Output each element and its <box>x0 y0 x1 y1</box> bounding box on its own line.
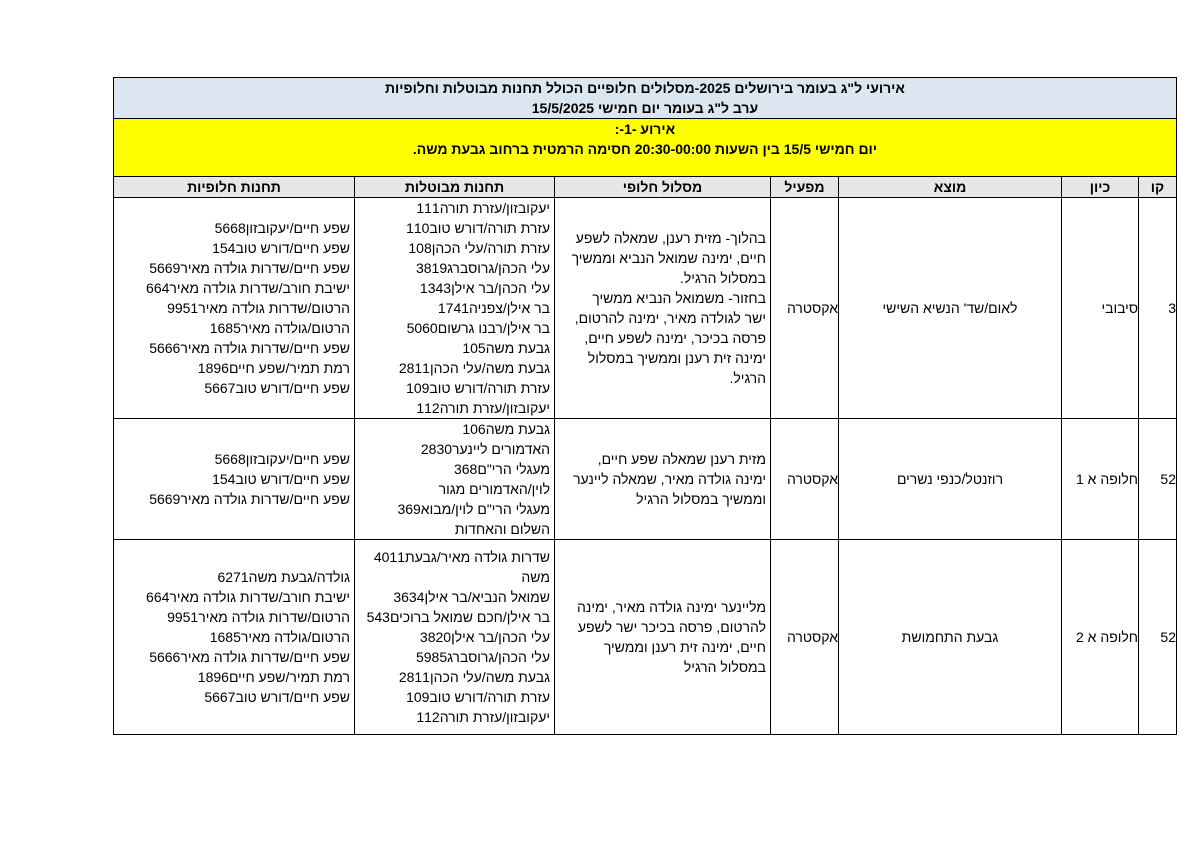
cancelled-stop: השלום והאחדות <box>454 521 550 537</box>
cancelled-stop: גבעת משה/עלי הכהן2811 <box>398 669 550 685</box>
cancelled-stop: בר אילן/חכם שמואל ברוכים543 <box>366 609 550 625</box>
cancelled-stop: עזרת תורה/דורש טוב110 <box>406 220 550 236</box>
event-label: אירוע -1-: <box>614 121 676 137</box>
cancelled-stop: שמואל הנביא/בר אילן3634 <box>393 589 550 605</box>
title-row <box>113 78 1176 119</box>
cancelled-stations <box>355 419 555 540</box>
cancelled-stop: גבעת משה106 <box>462 421 550 437</box>
alternative-stop: שפע חיים/שדרות גולדה מאיר5669 <box>149 260 350 276</box>
alternative-stop: שפע חיים/דורש טוב5667 <box>204 689 350 705</box>
cancelled-stop: גבעת משה105 <box>462 340 550 356</box>
closures-table <box>113 77 1177 735</box>
alternative-stop: שפע חיים/דורש טוב5667 <box>204 380 350 396</box>
cancelled-stop: מעגלי הרי"ם לוין/מבוא369 <box>397 501 550 517</box>
route-line: במסלול הרגיל <box>683 659 766 675</box>
operator: אקסטרה <box>771 540 839 735</box>
alternative-stop: שפע חיים/יעקובזון5668 <box>214 220 350 236</box>
route-line: במסלול הרגיל. <box>679 270 766 286</box>
alternative-stop: הרטום/גולדה מאיר1685 <box>209 320 350 336</box>
cancelled-stop: יעקובזון/עזרת תורה111 <box>416 200 550 216</box>
cancelled-stop: משה <box>521 569 550 585</box>
cancelled-stations <box>355 198 555 419</box>
cancelled-stop: עזרת תורה/דורש טוב109 <box>406 689 550 705</box>
table-row <box>113 198 1176 419</box>
table-row <box>113 419 1176 540</box>
title-cell <box>113 78 1176 119</box>
event-row <box>113 119 1176 177</box>
col-header-direction: כיון <box>1062 177 1139 198</box>
alternative-stop: שפע חיים/דורש טוב154 <box>212 471 350 487</box>
route-line: פרסה בכיכר, ימינה לשפע חיים, <box>584 330 766 346</box>
cancelled-stop: יעקובזון/עזרת תורה112 <box>416 400 550 416</box>
cancelled-stop: עזרת תורה/עלי הכהן108 <box>408 240 550 256</box>
alternative-stations <box>113 540 354 735</box>
alternative-stop: שפע חיים/שדרות גולדה מאיר5666 <box>149 649 350 665</box>
event-description: יום חמישי 15/5 בין השעות 20:30-00:00 חסימה הרמטית ברחוב גבעת משה. <box>412 141 878 157</box>
alternative-stations <box>113 419 354 540</box>
cancelled-stop: שדרות גולדה מאיר/גבעת4011 <box>373 549 550 565</box>
cancelled-stations <box>355 540 555 735</box>
route-line: הרגיל. <box>729 370 766 386</box>
direction: חלופה א 1 <box>1062 419 1139 540</box>
cancelled-stop: עלי הכהן/בר אילן1343 <box>419 280 550 296</box>
route-line: בחזור- משמואל הנביא ממשיך <box>592 290 766 306</box>
cancelled-stop: עלי הכהן/בר אילן3820 <box>419 629 550 645</box>
cancelled-stop: לוין/האדמורים מגור <box>438 481 550 497</box>
cancelled-stop: מעגלי הרי"ם368 <box>453 461 550 477</box>
origin: לאום/שד' הנשיא השישי <box>839 198 1062 419</box>
alternative-stop: הרטום/שדרות גולדה מאיר9951 <box>167 300 350 316</box>
cancelled-stop: בר אילן/צפניה1741 <box>437 300 550 316</box>
route-line: ימינה זית רענן וממשיך במסלול <box>587 350 766 366</box>
alternative-route <box>555 419 771 540</box>
route-line: חיים, ימינה זית רענן וממשיך <box>603 639 766 655</box>
cancelled-stop: האדמורים ליינער2830 <box>420 441 550 457</box>
origin: גבעת התחמושת <box>839 540 1062 735</box>
alternative-stop: שפע חיים/יעקובזון5668 <box>214 451 350 467</box>
cancelled-stop: עלי הכהן/גרוסברג3819 <box>415 260 550 276</box>
alternative-stop: שפע חיים/שדרות גולדה מאיר5666 <box>149 340 350 356</box>
line-number: 3 <box>1139 198 1177 419</box>
direction: סיבובי <box>1062 198 1139 419</box>
cancelled-stop: עזרת תורה/דורש טוב109 <box>406 380 550 396</box>
route-line: מליינער ימינה גולדה מאיר, ימינה <box>577 599 766 615</box>
direction: חלופה א 2 <box>1062 540 1139 735</box>
alternative-stations <box>113 198 354 419</box>
alternative-stop: גולדה/גבעת משה6271 <box>217 569 350 585</box>
col-header-line: קו <box>1139 177 1177 198</box>
col-header-cancelled: תחנות מבוטלות <box>355 177 555 198</box>
line-number: 52 <box>1139 540 1177 735</box>
alternative-stop: הרטום/שדרות גולדה מאיר9951 <box>167 609 350 625</box>
alternative-stop: שפע חיים/דורש טוב154 <box>212 240 350 256</box>
col-header-operator: מפעיל <box>771 177 839 198</box>
cancelled-stop: יעקובזון/עזרת תורה112 <box>416 709 550 725</box>
event-cell <box>113 119 1176 177</box>
route-line: להרטום, פרסה בכיכר ישר לשפע <box>577 619 766 635</box>
column-header-row <box>113 177 1176 198</box>
alternative-route <box>555 198 771 419</box>
alternative-stop: רמת תמיר/שפע חיים1896 <box>197 360 350 376</box>
operator: אקסטרה <box>771 419 839 540</box>
col-header-origin: מוצא <box>839 177 1062 198</box>
table-row <box>113 540 1176 735</box>
col-header-route: מסלול חלופי <box>555 177 771 198</box>
route-line: חיים, ימינה שמואל הנביא וממשיך <box>571 250 766 266</box>
route-line: ימינה גולדה מאיר, שמאלה ליינער <box>573 471 766 487</box>
col-header-alternative: תחנות חלופיות <box>113 177 354 198</box>
origin: רוזנטל/כנפי נשרים <box>839 419 1062 540</box>
operator: אקסטרה <box>771 198 839 419</box>
schedule-sheet <box>114 77 1177 725</box>
alternative-stop: רמת תמיר/שפע חיים1896 <box>197 669 350 685</box>
page-subtitle: ערב ל"ג בעומר יום חמישי 15/5/2025 <box>531 100 759 116</box>
cancelled-stop: עלי הכהן/גרוסברג5985 <box>415 649 550 665</box>
route-line: ישר לגולדה מאיר, ימינה להרטום, <box>574 310 766 326</box>
alternative-stop: ישיבת חורב/שדרות גולדה מאיר664 <box>146 280 350 296</box>
cancelled-stop: גבעת משה/עלי הכהן2811 <box>398 360 550 376</box>
alternative-stop: שפע חיים/שדרות גולדה מאיר5669 <box>149 491 350 507</box>
route-line: מזית רענן שמאלה שפע חיים, <box>597 451 766 467</box>
alternative-stop: ישיבת חורב/שדרות גולדה מאיר664 <box>146 589 350 605</box>
route-line: בהלוך- מזית רענן, שמאלה לשפע <box>575 230 766 246</box>
line-number: 52 <box>1139 419 1177 540</box>
page-title: אירועי ל"ג בעומר בירושלים 2025-מסלולים חלופיים הכולל תחנות מבוטלות וחלופיות <box>384 80 905 96</box>
alternative-stop: הרטום/גולדה מאיר1685 <box>209 629 350 645</box>
route-line: וממשיך במסלול הרגיל <box>636 491 766 507</box>
alternative-route <box>555 540 771 735</box>
cancelled-stop: בר אילן/רבנו גרשום5060 <box>406 320 550 336</box>
